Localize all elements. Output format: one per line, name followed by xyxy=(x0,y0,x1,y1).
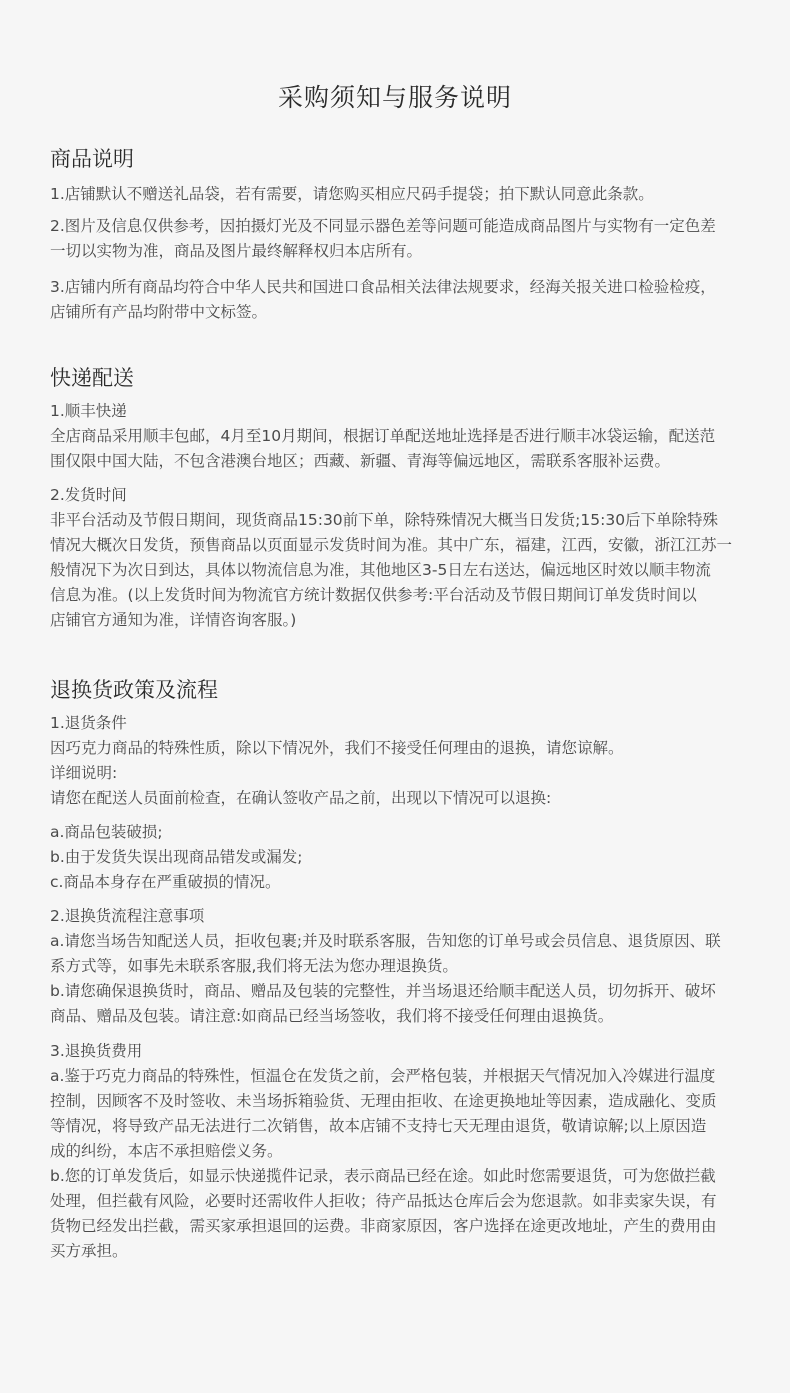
text-line: 请您在配送人员面前检查，在确认签收产品之前，出现以下情况可以退换: xyxy=(50,789,552,807)
text-line: 成的纠纷，本店不承担赔偿义务。 xyxy=(50,1142,283,1160)
text-line: a.商品包装破损; xyxy=(50,823,163,841)
text-line: 等情况，将导致产品无法进行二次销售，故本店铺不支持七天无理由退货，敬请谅解;以上原因造 xyxy=(50,1117,707,1135)
text-line: 详细说明: xyxy=(50,764,118,782)
section-heading-returns: 退换货政策及流程 xyxy=(50,678,218,702)
text-line: 1.顺丰快递 xyxy=(50,402,127,420)
returns-conditions-list xyxy=(50,820,750,895)
text-line: 系方式等，如事先未联系客服,我们将无法为您办理退换货。 xyxy=(50,957,458,975)
text-line: 1.退货条件 xyxy=(50,714,127,732)
text-line: a.请您当场告知配送人员，拒收包裹;并及时联系客服，告知您的订单号或会员信息、退货原因、联 xyxy=(50,932,721,950)
text-line: 信息为准。(以上发货时间为物流官方统计数据仅供参考:平台活动及节假日期间订单发货时间以 xyxy=(50,586,697,604)
delivery-item-1 xyxy=(50,399,750,474)
text-line: 店铺所有产品均附带中文标签。 xyxy=(50,303,268,321)
text-line: b.您的订单发货后，如显示快递揽件记录，表示商品已经在途。如此时您需要退货，可为您做拦截 xyxy=(50,1167,716,1185)
text-line: 全店商品采用顺丰包邮，4月至10月期间，根据订单配送地址选择是否进行顺丰冰袋运输，配送范 xyxy=(50,427,716,445)
text-line: 因巧克力商品的特殊性质，除以下情况外，我们不接受任何理由的退换，请您谅解。 xyxy=(50,739,624,757)
text-line: b.由于发货失误出现商品错发或漏发; xyxy=(50,848,303,866)
text-line: 一切以实物为准，商品及图片最终解释权归本店所有。 xyxy=(50,242,423,260)
text-line: 1.店铺默认不赠送礼品袋，若有需要，请您购买相应尺码手提袋；拍下默认同意此条款。 xyxy=(50,185,654,203)
text-line: 3.退换货费用 xyxy=(50,1042,143,1060)
text-line: 3.店铺内所有商品均符合中华人民共和国进口食品相关法律法规要求，经海关报关进口检验检疫， xyxy=(50,278,716,296)
text-line: 般情况下为次日到达，具体以物流信息为准，其他地区3-5日左右送达，偏远地区时效以顺丰物流 xyxy=(50,561,711,579)
returns-item-3 xyxy=(50,1039,750,1264)
returns-item-1 xyxy=(50,711,750,811)
delivery-item-2 xyxy=(50,483,750,633)
text-line: 商品、赠品及包装。请注意:如商品已经当场签收，我们将不接受任何理由退换货。 xyxy=(50,1007,614,1025)
text-line: 处理，但拦截有风险，必要时还需收件人拒收；待产品抵达仓库后会为您退款。如非卖家失误，有 xyxy=(50,1192,717,1210)
text-line: b.请您确保退换货时，商品、赠品及包装的完整性，并当场退还给顺丰配送人员，切勿拆开、破坏 xyxy=(50,982,716,1000)
document-title: 采购须知与服务说明 xyxy=(277,83,512,112)
section-heading-delivery: 快递配送 xyxy=(50,366,134,390)
text-line: c.商品本身存在严重破损的情况。 xyxy=(50,873,281,891)
text-line: a.鉴于巧克力商品的特殊性，恒温仓在发货之前，会严格包装，并根据天气情况加入冷媒进行温度 xyxy=(50,1067,716,1085)
section-heading-goods: 商品说明 xyxy=(50,147,134,171)
text-line: 围仅限中国大陆，不包含港澳台地区；西藏、新疆、青海等偏远地区，需联系客服补运费。 xyxy=(50,452,671,470)
text-line: 2.图片及信息仅供参考，因拍摄灯光及不同显示器色差等问题可能造成商品图片与实物有一定色差 xyxy=(50,217,716,235)
text-line: 店铺官方通知为准，详情咨询客服。) xyxy=(50,611,297,629)
goods-item-2 xyxy=(50,214,750,264)
text-line: 非平台活动及节假日期间，现货商品15:30前下单，除特殊情况大概当日发货;15:30后下单除特殊 xyxy=(50,511,719,529)
returns-item-2 xyxy=(50,904,750,1029)
text-line: 买方承担。 xyxy=(50,1242,128,1260)
text-line: 情况大概次日发货，预售商品以页面显示发货时间为准。其中广东，福建，江西，安徽，浙江江苏一 xyxy=(50,536,733,554)
goods-item-3 xyxy=(50,275,750,325)
text-line: 货物已经发出拦截，需买家承担退回的运费。非商家原因，客户选择在途更改地址，产生的费用由 xyxy=(50,1217,717,1235)
text-line: 2.退换货流程注意事项 xyxy=(50,907,205,925)
text-line: 2.发货时间 xyxy=(50,486,127,504)
text-line: 控制，因顾客不及时签收、未当场拆箱验货、无理由拒收、在途更换地址等因素，造成融化、变质 xyxy=(50,1092,717,1110)
goods-item-1 xyxy=(50,182,750,207)
